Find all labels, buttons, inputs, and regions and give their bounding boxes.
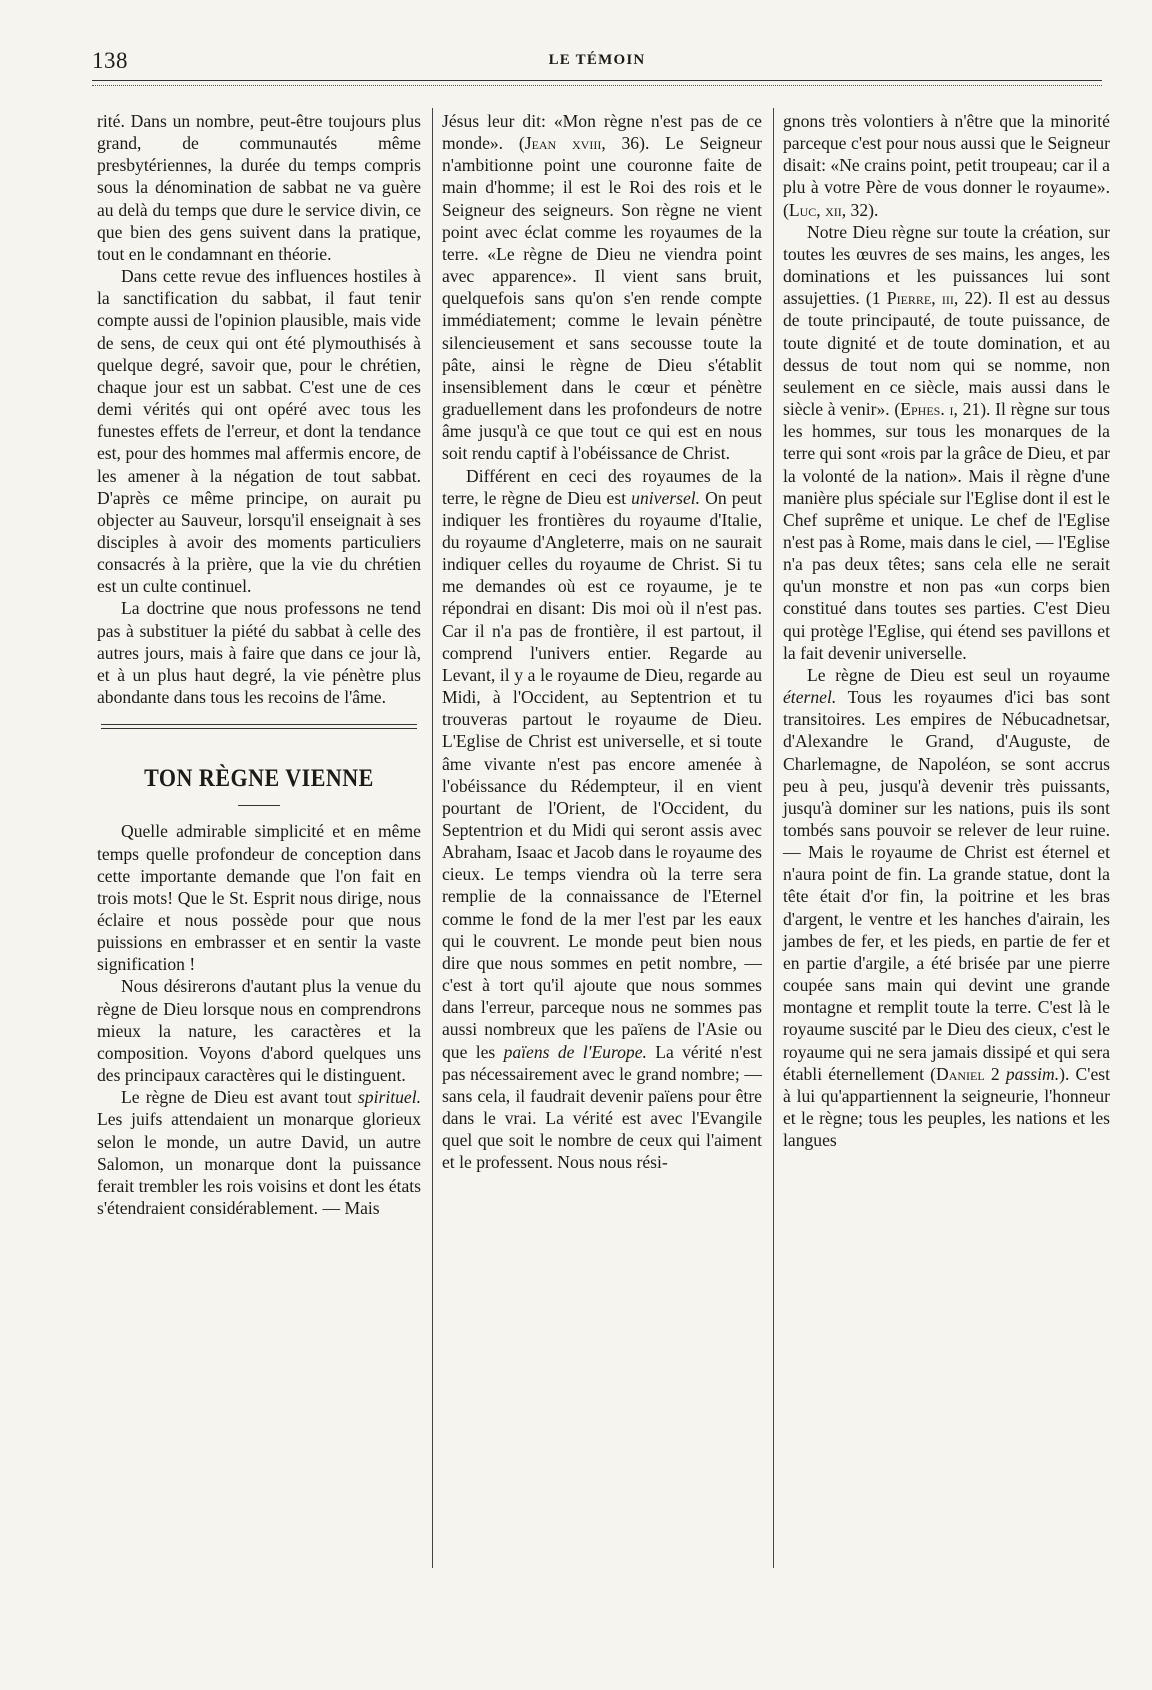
text-run: On peut indiquer les frontières du royaume d'Italie, du royaume d'Angleterre, mais on ne saurait indiquer celles du royaume de Christ. Si tu me demandes où est ce royaume, je te répondrai en disant: Dis moi où il n'est pas. Car il n'a pas de frontière, il est partout, il comprend l'univers entier. Regarde au Levant, il y a le royaume de Dieu, regarde au Midi, à l'Occident, au Septentrion et tu trouveras partout le royaume de Dieu. L'Eglise de Christ est universelle, et si toute âme vivante n'est pas encore amenée à l'obéissance du Rédempteur, il en vient pourtant de l'Orient, de l'Occident, du Septentrion et du Midi qui seront assis avec Abraham, Isaac et Jacob dans le royaume des cieux. Le temps viendra où la terre sera remplie de la connaissance de l'Eternel comme le fond de la mer l'est par les eaux qui le couvrent. Le monde peut bien nous dire que nous sommes en petit nombre, — c'est à tort qu'il ajoute que nous sommes dans l'erreur, parceque nous ne sommes pas aussi nombreux que les païens de l'Asie ou que les <box>442 487 762 1062</box>
paragraph <box>783 664 1110 1151</box>
text-run: Différent en ceci des royaumes de la terre, le règne de Dieu est <box>442 465 762 508</box>
title-dash <box>238 805 280 806</box>
paragraph <box>442 110 762 465</box>
paragraph: rité. Dans un nombre, peut-être toujours plus grand, de communautés même presbytériennes, la durée du temps compris sous la dénomination de sabbat ne va guère au delà du temps que dure le service divin, ce que bien des gens suivent dans la pratique, tout en le condamnant en théorie. <box>97 111 421 264</box>
column-1 <box>97 110 421 1219</box>
text-run: , 22). Il est au dessus de toute principauté, de toute puissance, de toute dignité et de toute domination, et au dessus de tout nom qui se nomme, non seulement en ce siècle, mais aussi dans le siècle à venir». ( <box>783 288 1110 420</box>
paragraph: Quelle admirable simplicité et en même temps quelle profondeur de conception dans cette importante demande que l'on fait en trois mots! Que le St. Esprit nous dirige, nous éclaire et nous possède pour que nous puissions en embrasser et en sentir la vaste signification ! <box>97 821 421 975</box>
paragraph <box>442 465 762 1174</box>
italic-text: passim. <box>1005 1063 1060 1084</box>
text-run: La vérité n'est pas nécessairement avec le grand nombre; — sans cela, il faudrait devenir païens pour être dans le vrai. La vérité est avec l'Evangile quel que soit le nombre de ceux qui l'aiment et le professent. Nous nous rési- <box>442 1041 762 1173</box>
paragraph: La doctrine que nous professons ne tend pas à substituer la piété du sabbat à celle des autres jours, mais à faire que dans ce jour là, et à un plus haut degré, la vie pénètre plus abondante dans tous les recoins de l'âme. <box>97 598 421 708</box>
article-title: TON RÈGNE VIENNE <box>144 763 374 793</box>
text-run: Notre Dieu règne sur toute la création, sur toutes les œuvres de ses mains, les anges, les dominations et les puissances lui sont assujetties. (1 <box>783 221 1110 309</box>
text-run: Tous les royaumes d'ici bas sont transitoires. Les empires de Nébucadnetsar, d'Alexandre le Grand, d'Auguste, de Charlemagne, de Napoléon, se sont accrus peu à peu, jusqu'à devenir très puissants, jusqu'à dominer sur les nations, puis ils sont tombés sans pouvoir se relever de leur ruine. — Mais le royaume de Christ est éternel et n'aura point de fin. La grande statue, dont la tête était d'or fin, la poitrine et les bras d'argent, le ventre et les hanches d'airain, les jambes de fer, et les pieds, en partie de fer et en partie d'argile, a été brisée par une pierre coupée sans main qui devint une grande montagne et remplit toute la terre. C'est là le royaume suscité par le Dieu des cieux, c'est le royaume qui ne sera jamais dissipé et qui sera établi éternellement ( <box>783 687 1110 1084</box>
section-rule <box>101 724 417 729</box>
text-run: , 36). Le Seigneur n'ambitionne point une couronne faite de main d'homme; il est le Roi des rois et le Seigneur des seigneurs. Son règne ne vient point avec éclat comme les royaumes de la terre. «Le règne de Dieu ne viendra point avec apparence». Il vient sans bruit, quelquefois sans qu'on s'en rende compte immédiatement; comme le levain pénètre silencieusement et sans secousse toute la pâte, ainsi le règne de Dieu s'établit insensiblement dans le cœur et pénètre graduellement dans les profondeurs de notre âme jusqu'à ce que tout ce qui est en nous soit rendu captif à l'obéissance de Christ. <box>442 133 762 464</box>
column-3 <box>783 110 1110 1151</box>
italic-text: païens de l'Europe. <box>503 1041 647 1062</box>
text-run: , 21). Il règne sur tous les hommes, sur tous les monarques de la terre qui sont «rois par la grâce de Dieu, et par la volonté de la nation». Mais il règne d'une manière plus spéciale sur l'Eglise dont il est le Chef suprême et unique. Le chef de l'Eglise n'est pas à Rome, mais dans le ciel, — l'Eglise n'a pas deux têtes; sans cela elle ne serait qu'un monstre et non pas «un corps bien constitué dans toutes ses parties. C'est Dieu qui protège l'Eglise, qui étend ses pavillons et la fait devenir universelle. <box>783 399 1110 663</box>
scripture-reference: Luc, xii <box>788 199 842 220</box>
text-run: 2 <box>984 1063 1006 1084</box>
running-title: LE TÉMOIN <box>548 52 646 68</box>
italic-text: spirituel. <box>357 1087 421 1108</box>
text-run: ). C'est à lui qu'appartiennent la seigneurie, l'honneur et le règne; tous les peuples, les nations et les langues <box>783 1063 1110 1151</box>
column-2 <box>442 110 762 1174</box>
text-run: Le règne de Dieu est seul un royaume <box>807 664 1110 685</box>
scripture-reference: Jean xviii <box>524 133 602 154</box>
column-divider <box>773 108 774 1568</box>
paragraph: Nous désirerons d'autant plus la venue du règne de Dieu lorsque nous en comprendrons mieux la nature, les caractères et la composition. Voyons d'abord quelques uns des principaux caractères qui le distinguent. <box>97 976 421 1086</box>
text-run: Le règne de Dieu est avant tout <box>121 1087 358 1108</box>
paragraph <box>783 110 1110 221</box>
page-number: 138 <box>92 48 128 73</box>
text-run: Les juifs attendaient un monarque glorieux selon le monde, un autre David, un autre Salomon, un monarque dont la puissance ferait trembler les rois voisins et dont les états s'étendraient considérablement. — Mais <box>97 1109 421 1219</box>
paragraph <box>783 221 1110 664</box>
text-run: Jésus leur dit: «Mon règne n'est pas de ce monde». ( <box>442 111 762 154</box>
page-header <box>92 48 1102 76</box>
italic-text: éternel. <box>783 687 837 708</box>
scripture-reference: Ephes. i <box>900 399 954 420</box>
paragraph: Dans cette revue des influences hostiles à la sanctification du sabbat, il faut tenir compte aussi de l'opinion plausible, mais vide de sens, de ceux qui ont été plymouthisés à quelque degré, savoir que, pour le chrétien, chaque jour est un sabbat. C'est une de ces demi vérités qui ont opéré avec tous les funestes effets de l'erreur, et dont la tendance est, pour des hommes mal affermis encore, de les amener à la négation de tout sabbat. D'après ce même principe, on aurait pu objecter au Sauveur, lorsqu'il enseignait à ses disciples à avoir des moments particuliers consacrés à la prière, que la vie du chrétien est un culte continuel. <box>97 266 421 597</box>
scripture-reference: Daniel <box>936 1063 985 1084</box>
text-run: , 32). <box>841 199 879 220</box>
italic-text: universel. <box>631 487 701 508</box>
column-divider <box>432 108 433 1568</box>
scripture-reference: Pierre, iii <box>886 288 954 309</box>
header-rule <box>92 80 1102 86</box>
text-run: gnons très volontiers à n'être que la minorité parceque c'est pour nous aussi que le Seigneur disait: «Ne crains point, petit troupeau; car il a plu à votre Père de vous donner le royaume». ( <box>783 111 1110 220</box>
paragraph <box>97 1086 421 1219</box>
